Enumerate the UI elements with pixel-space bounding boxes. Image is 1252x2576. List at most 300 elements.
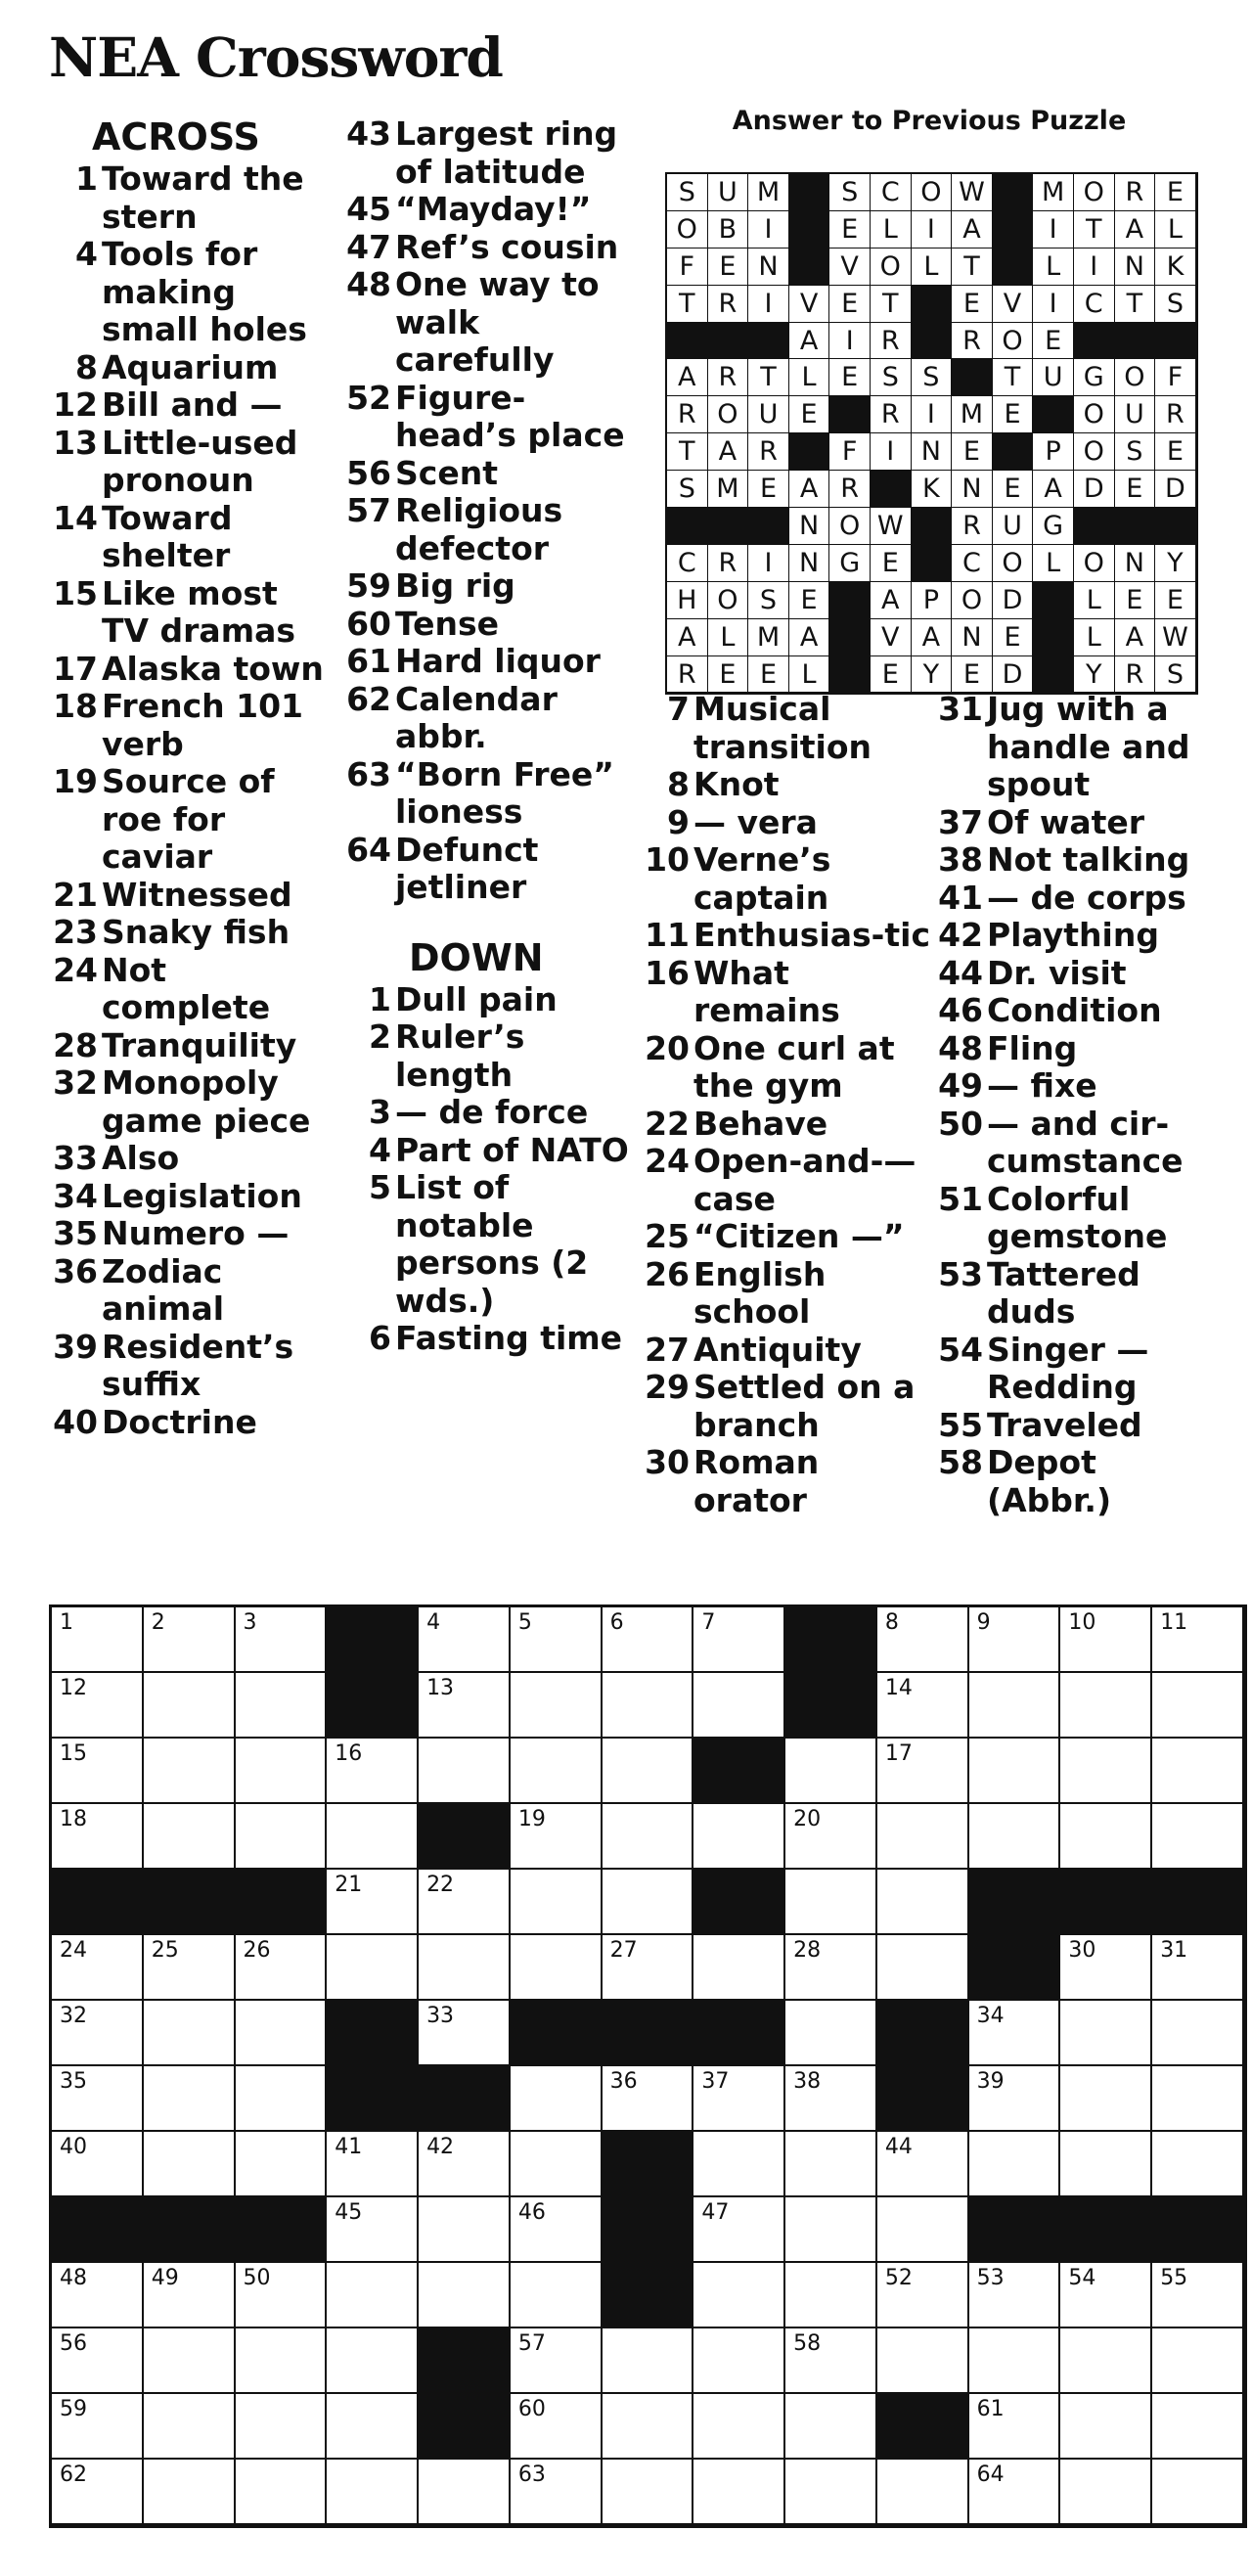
grid-cell[interactable]: [511, 1607, 603, 1673]
grid-cell[interactable]: [693, 2460, 785, 2525]
grid-cell[interactable]: [969, 1673, 1061, 1739]
grid-cell[interactable]: [327, 2394, 419, 2460]
grid-cell[interactable]: [1152, 2132, 1244, 2197]
grid-cell[interactable]: [785, 1804, 877, 1870]
grid-cell[interactable]: [511, 2066, 603, 2132]
clue-text: Part of NATO: [395, 1130, 629, 1169]
clue-number: 64: [346, 830, 391, 869]
grid-cell[interactable]: [1060, 2001, 1152, 2066]
answer-cell: M: [748, 619, 789, 656]
across-clue: [49, 1215, 333, 1253]
black-cell: [419, 2394, 511, 2460]
down-clue: [342, 1169, 636, 1320]
clue-number: 11: [645, 916, 690, 954]
answer-cell: W: [871, 508, 912, 545]
cell-number: 55: [1160, 2266, 1188, 2290]
grid-cell[interactable]: [1152, 1739, 1244, 1804]
grid-cell[interactable]: [969, 2132, 1061, 2197]
answer-cell: O: [667, 211, 708, 249]
grid-cell[interactable]: [236, 1804, 328, 1870]
answer-cell: V: [993, 286, 1034, 323]
grid-cell[interactable]: [1060, 2132, 1152, 2197]
down-clue: [641, 691, 934, 766]
grid-cell[interactable]: [144, 2132, 236, 2197]
grid-cell[interactable]: [603, 1935, 694, 2001]
grid-cell[interactable]: [419, 1673, 511, 1739]
grid-cell[interactable]: [511, 2460, 603, 2525]
cell-number: 56: [60, 2331, 87, 2356]
grid-cell[interactable]: [693, 1804, 785, 1870]
clue-number: 3: [369, 1093, 391, 1131]
grid-cell[interactable]: [877, 2132, 969, 2197]
grid-cell[interactable]: [144, 1673, 236, 1739]
grid-cell[interactable]: [327, 2328, 419, 2394]
grid-cell[interactable]: [327, 1870, 419, 1935]
grid-cell[interactable]: [511, 1935, 603, 2001]
grid-cell[interactable]: [969, 2001, 1061, 2066]
grid-cell[interactable]: [52, 2132, 144, 2197]
clue-text: Bill and —: [102, 385, 283, 424]
clue-number: 61: [346, 642, 391, 680]
grid-cell[interactable]: [511, 2197, 603, 2263]
grid-cell[interactable]: [511, 2394, 603, 2460]
grid-cell[interactable]: [603, 1607, 694, 1673]
black-cell: [419, 2328, 511, 2394]
clue-text: Source of roe for caviar: [102, 762, 275, 876]
black-cell: [603, 2263, 694, 2328]
grid-cell[interactable]: [877, 1673, 969, 1739]
grid-cell[interactable]: [785, 2001, 877, 2066]
grid-cell[interactable]: [1060, 1739, 1152, 1804]
cell-number: 17: [884, 1741, 913, 1766]
grid-cell[interactable]: [236, 2263, 328, 2328]
clue-text: Behave: [693, 1104, 828, 1143]
grid-cell[interactable]: [52, 1673, 144, 1739]
answer-cell: D: [993, 582, 1034, 619]
grid-cell[interactable]: [1152, 2328, 1244, 2394]
grid-cell[interactable]: [877, 1739, 969, 1804]
grid-cell[interactable]: [877, 2328, 969, 2394]
answer-black-cell: [748, 508, 789, 545]
grid-cell[interactable]: [693, 1935, 785, 2001]
grid-cell[interactable]: [1152, 2460, 1244, 2525]
answer-cell: S: [1115, 433, 1156, 471]
grid-cell[interactable]: [785, 2132, 877, 2197]
clue-text: Zodiac animal: [102, 1251, 225, 1328]
grid-cell[interactable]: [1152, 2263, 1244, 2328]
grid-cell[interactable]: [327, 2263, 419, 2328]
cell-number: 21: [335, 1873, 363, 1897]
answer-cell: N: [1115, 545, 1156, 582]
grid-cell[interactable]: [693, 1607, 785, 1673]
grid-cell[interactable]: [52, 1804, 144, 1870]
down-list-part1: [342, 981, 636, 1358]
answer-cell: U: [1033, 359, 1074, 396]
down-clue: [641, 1143, 934, 1218]
down-clue: [934, 1332, 1218, 1407]
clue-number: 57: [346, 491, 391, 529]
cell-number: 36: [609, 2069, 638, 2094]
cell-number: 46: [517, 2200, 546, 2225]
grid-cell[interactable]: [969, 2460, 1061, 2525]
across-clue: [342, 266, 636, 380]
answer-cell: M: [952, 396, 993, 433]
black-cell: [52, 1870, 144, 1935]
answer-cell: T: [1115, 286, 1156, 323]
grid-cell[interactable]: [1060, 2394, 1152, 2460]
answer-black-cell: [1033, 656, 1074, 694]
grid-cell[interactable]: [419, 2197, 511, 2263]
grid-cell[interactable]: [327, 2197, 419, 2263]
black-cell: [236, 1870, 328, 1935]
answer-cell: V: [789, 286, 830, 323]
answer-black-cell: [912, 545, 953, 582]
grid-cell[interactable]: [603, 1870, 694, 1935]
grid-cell[interactable]: [785, 2328, 877, 2394]
down-clue: [641, 1218, 934, 1256]
cell-number: 12: [60, 1676, 87, 1700]
down-clue: [641, 1332, 934, 1370]
answer-black-cell: [1074, 508, 1115, 545]
grid-cell[interactable]: [969, 1804, 1061, 1870]
grid-cell[interactable]: [419, 1935, 511, 2001]
grid-cell[interactable]: [419, 2460, 511, 2525]
cell-number: 3: [243, 1610, 257, 1635]
clue-text: Calendar abbr.: [395, 679, 558, 755]
grid-cell[interactable]: [52, 2394, 144, 2460]
cell-number: 32: [60, 2004, 87, 2028]
clue-number: 41: [938, 878, 983, 917]
grid-cell[interactable]: [236, 2460, 328, 2525]
grid-cell[interactable]: [236, 1673, 328, 1739]
grid-cell[interactable]: [52, 2460, 144, 2525]
answer-cell: D: [993, 656, 1034, 694]
grid-cell[interactable]: [236, 1739, 328, 1804]
grid-cell[interactable]: [511, 2263, 603, 2328]
black-cell: [327, 1607, 419, 1673]
answer-cell: S: [829, 174, 871, 211]
grid-cell[interactable]: [877, 1935, 969, 2001]
grid-cell[interactable]: [785, 2263, 877, 2328]
clue-number: 33: [53, 1139, 98, 1177]
answer-black-cell: [708, 508, 749, 545]
cell-number: 48: [60, 2266, 87, 2290]
cell-number: 63: [517, 2463, 546, 2487]
answer-black-cell: [829, 619, 871, 656]
grid-cell[interactable]: [144, 1607, 236, 1673]
across-clue: [49, 500, 333, 575]
across-clue: [49, 688, 333, 763]
cell-number: 45: [335, 2200, 363, 2225]
grid-cell[interactable]: [877, 2460, 969, 2525]
grid-cell[interactable]: [327, 1739, 419, 1804]
answer-cell: I: [912, 211, 953, 249]
grid-cell[interactable]: [877, 2263, 969, 2328]
grid-cell[interactable]: [511, 2132, 603, 2197]
clue-text: — and cir-cumstance: [987, 1104, 1184, 1180]
answer-cell: N: [789, 545, 830, 582]
answer-black-cell: [789, 211, 830, 249]
down-clue: [641, 917, 934, 955]
grid-cell[interactable]: [236, 2001, 328, 2066]
clue-number: 48: [346, 265, 391, 303]
grid-cell[interactable]: [1060, 2328, 1152, 2394]
grid-cell[interactable]: [52, 2066, 144, 2132]
answer-cell: E: [993, 471, 1034, 508]
down-clue: [641, 1256, 934, 1332]
grid-cell[interactable]: [144, 2001, 236, 2066]
grid-cell[interactable]: [511, 1739, 603, 1804]
clue-text: Figure-head’s place: [395, 378, 625, 454]
grid-cell[interactable]: [52, 2001, 144, 2066]
across-clue: [49, 1253, 333, 1329]
clue-text: Roman orator: [693, 1443, 820, 1519]
answer-cell: U: [1115, 396, 1156, 433]
answer-cell: L: [912, 249, 953, 286]
grid-cell[interactable]: [1152, 2394, 1244, 2460]
clue-text: Big rig: [395, 566, 515, 605]
grid-cell[interactable]: [877, 1804, 969, 1870]
answer-cell: E: [1115, 582, 1156, 619]
grid-cell[interactable]: [419, 2263, 511, 2328]
grid-cell[interactable]: [144, 2394, 236, 2460]
grid-cell[interactable]: [1060, 1935, 1152, 2001]
black-cell: [144, 1870, 236, 1935]
grid-cell[interactable]: [327, 2132, 419, 2197]
grid-cell[interactable]: [511, 2328, 603, 2394]
grid-cell[interactable]: [693, 2066, 785, 2132]
grid-cell[interactable]: [877, 1870, 969, 1935]
clue-number: 43: [346, 114, 391, 153]
clue-text: Fasting time: [395, 1319, 623, 1357]
grid-cell[interactable]: [236, 2394, 328, 2460]
grid-cell[interactable]: [1060, 1607, 1152, 1673]
answer-cell: Y: [1155, 545, 1196, 582]
clue-number: 52: [346, 378, 391, 417]
black-cell: [785, 1673, 877, 1739]
clue-number: 32: [53, 1063, 98, 1102]
clue-text: Dr. visit: [987, 953, 1127, 992]
grid-cell[interactable]: [144, 2066, 236, 2132]
grid-cell[interactable]: [785, 1870, 877, 1935]
down-clue: [641, 1106, 934, 1144]
answer-cell: O: [993, 545, 1034, 582]
answer-cell: M: [708, 471, 749, 508]
clue-number: 39: [53, 1327, 98, 1366]
grid-cell[interactable]: [144, 1935, 236, 2001]
clue-text: Largest ring of latitude: [395, 114, 618, 191]
grid-cell[interactable]: [785, 1935, 877, 2001]
grid-cell[interactable]: [52, 1739, 144, 1804]
grid-cell[interactable]: [1152, 2001, 1244, 2066]
grid-cell[interactable]: [144, 1739, 236, 1804]
grid-cell[interactable]: [969, 2263, 1061, 2328]
clue-text: Religious defector: [395, 491, 563, 567]
grid-cell[interactable]: [1060, 1673, 1152, 1739]
grid-cell[interactable]: [603, 1804, 694, 1870]
grid-cell[interactable]: [969, 2328, 1061, 2394]
grid-cell[interactable]: [1152, 1607, 1244, 1673]
cell-number: 8: [884, 1610, 899, 1635]
across-clue: [49, 349, 333, 387]
clue-text: One way to walk carefully: [395, 265, 600, 379]
answer-cell: L: [789, 359, 830, 396]
grid-cell[interactable]: [144, 2460, 236, 2525]
grid-cell[interactable]: [603, 1739, 694, 1804]
grid-cell[interactable]: [236, 1935, 328, 2001]
answer-cell: F: [1155, 359, 1196, 396]
answer-cell: E: [1155, 582, 1196, 619]
cell-number: 40: [60, 2135, 87, 2159]
grid-cell[interactable]: [511, 1673, 603, 1739]
grid-cell[interactable]: [785, 2460, 877, 2525]
grid-cell[interactable]: [144, 1804, 236, 1870]
answer-cell: Y: [1074, 656, 1115, 694]
answer-black-cell: [871, 471, 912, 508]
answer-black-cell: [912, 286, 953, 323]
cell-number: 64: [976, 2463, 1005, 2487]
clue-number: 25: [645, 1217, 690, 1255]
grid-cell[interactable]: [52, 2328, 144, 2394]
grid-cell[interactable]: [1060, 2066, 1152, 2132]
answer-cell: U: [708, 174, 749, 211]
grid-cell[interactable]: [327, 1804, 419, 1870]
grid-cell[interactable]: [419, 1739, 511, 1804]
answer-cell: I: [1033, 286, 1074, 323]
grid-cell[interactable]: [693, 2197, 785, 2263]
answer-cell: I: [912, 396, 953, 433]
answer-cell: A: [789, 471, 830, 508]
clue-number: 49: [938, 1066, 983, 1105]
down-clue: [641, 766, 934, 804]
black-cell: [603, 2197, 694, 2263]
grid-cell[interactable]: [1060, 2263, 1152, 2328]
answer-cell: S: [1155, 656, 1196, 694]
grid-cell[interactable]: [693, 2132, 785, 2197]
grid-cell[interactable]: [52, 1935, 144, 2001]
grid-cell[interactable]: [603, 2328, 694, 2394]
grid-cell[interactable]: [785, 2197, 877, 2263]
black-cell: [877, 2394, 969, 2460]
grid-cell[interactable]: [785, 2066, 877, 2132]
answer-cell: L: [1155, 211, 1196, 249]
grid-cell[interactable]: [693, 2394, 785, 2460]
grid-cell[interactable]: [969, 1607, 1061, 1673]
clue-number: 56: [346, 453, 391, 492]
grid-cell[interactable]: [1060, 2460, 1152, 2525]
answer-cell: I: [748, 545, 789, 582]
grid-cell[interactable]: [785, 1739, 877, 1804]
across-heading: ACROSS: [92, 115, 260, 158]
grid-cell[interactable]: [693, 1673, 785, 1739]
grid-cell[interactable]: [236, 2066, 328, 2132]
grid-cell[interactable]: [419, 1607, 511, 1673]
grid-cell[interactable]: [327, 2460, 419, 2525]
grid-cell[interactable]: [603, 2460, 694, 2525]
clue-number: 48: [938, 1028, 983, 1067]
grid-cell[interactable]: [603, 2394, 694, 2460]
answer-cell: T: [871, 286, 912, 323]
grid-cell[interactable]: [1152, 1935, 1244, 2001]
answer-cell: R: [952, 323, 993, 360]
grid-cell[interactable]: [603, 2066, 694, 2132]
clue-text: Tattered duds: [987, 1254, 1140, 1331]
grid-cell[interactable]: [419, 1870, 511, 1935]
grid-cell[interactable]: [327, 1935, 419, 2001]
clue-text: Depot (Abbr.): [987, 1443, 1112, 1519]
grid-cell[interactable]: [419, 2132, 511, 2197]
grid-cell[interactable]: [144, 2263, 236, 2328]
across-clue: [49, 651, 333, 689]
across-clue: [342, 832, 636, 907]
answer-cell: N: [748, 249, 789, 286]
clue-number: 31: [938, 690, 983, 728]
answer-cell: G: [1033, 508, 1074, 545]
cell-number: 4: [426, 1610, 441, 1635]
answer-cell: S: [667, 174, 708, 211]
grid-cell[interactable]: [511, 1870, 603, 1935]
grid-cell[interactable]: [969, 2394, 1061, 2460]
grid-cell[interactable]: [603, 1673, 694, 1739]
grid-cell[interactable]: [144, 2328, 236, 2394]
crossword-grid: [49, 1604, 1247, 2528]
clue-text: “Born Free” lioness: [395, 754, 614, 831]
answer-cell: O: [1115, 359, 1156, 396]
across-clue: [49, 877, 333, 915]
answer-black-cell: [829, 396, 871, 433]
grid-cell[interactable]: [1152, 2066, 1244, 2132]
grid-cell[interactable]: [236, 1607, 328, 1673]
grid-cell[interactable]: [236, 2328, 328, 2394]
grid-cell[interactable]: [693, 2263, 785, 2328]
clue-text: “Mayday!”: [395, 190, 592, 228]
cell-number: 7: [701, 1610, 716, 1635]
grid-cell[interactable]: [419, 2001, 511, 2066]
clue-text: English school: [693, 1254, 827, 1331]
grid-cell[interactable]: [236, 2132, 328, 2197]
answer-cell: R: [1155, 396, 1196, 433]
clue-text: Aquarium: [102, 347, 279, 386]
grid-cell[interactable]: [52, 1607, 144, 1673]
clue-number: 14: [53, 498, 98, 537]
cell-number: 52: [884, 2266, 913, 2290]
grid-cell[interactable]: [969, 1739, 1061, 1804]
grid-cell[interactable]: [693, 2328, 785, 2394]
down-clue: [934, 1407, 1218, 1445]
across-clue: [342, 643, 636, 681]
clue-number: 18: [53, 687, 98, 725]
answer-cell: E: [993, 619, 1034, 656]
grid-cell[interactable]: [1060, 1804, 1152, 1870]
answer-cell: R: [708, 286, 749, 323]
grid-cell[interactable]: [1152, 1804, 1244, 1870]
answer-cell: L: [1074, 582, 1115, 619]
grid-cell[interactable]: [511, 1804, 603, 1870]
grid-cell[interactable]: [969, 2066, 1061, 2132]
answer-cell: I: [1074, 249, 1115, 286]
grid-cell[interactable]: [1152, 1673, 1244, 1739]
cell-number: 35: [60, 2069, 87, 2094]
clue-text: Little-used pronoun: [102, 423, 298, 499]
grid-cell[interactable]: [877, 2197, 969, 2263]
answer-cell: E: [1115, 471, 1156, 508]
grid-cell[interactable]: [877, 1607, 969, 1673]
grid-cell[interactable]: [52, 2263, 144, 2328]
across-list-part1: [49, 160, 333, 1441]
grid-cell[interactable]: [785, 2394, 877, 2460]
clue-number: 36: [53, 1251, 98, 1290]
answer-cell: C: [1074, 286, 1115, 323]
